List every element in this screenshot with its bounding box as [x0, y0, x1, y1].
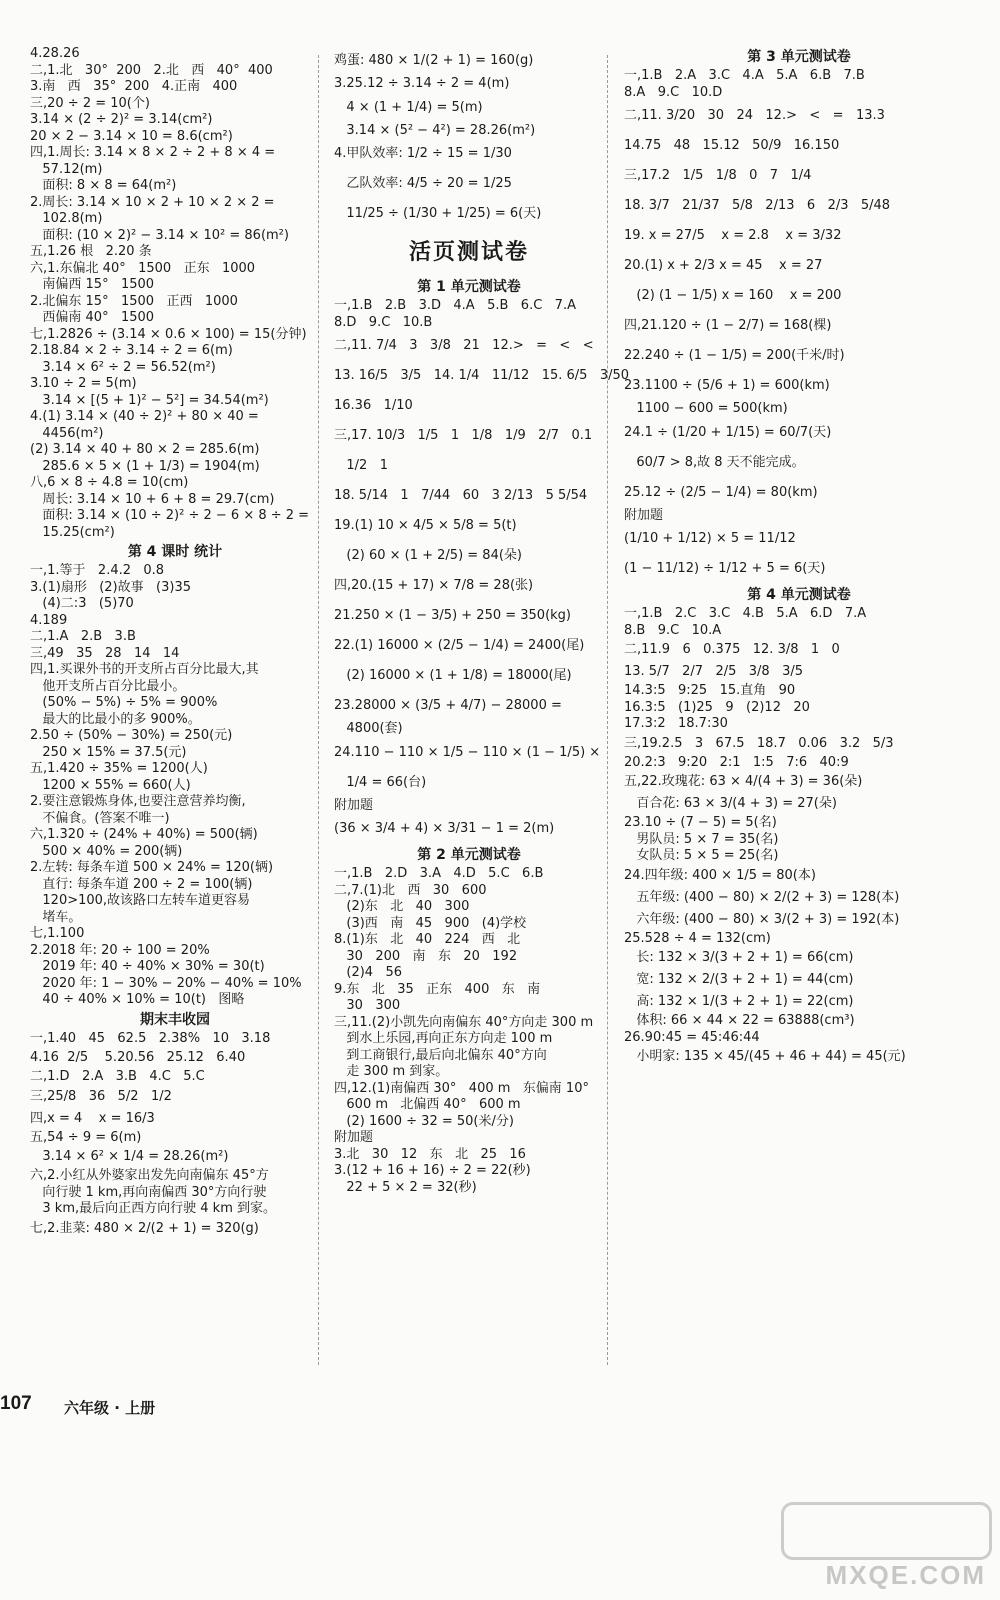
answer-line: 4.16 2/5 5.20.56 25.12 6.40: [30, 1050, 246, 1065]
answer-line: 乙队效率: 4/5 ÷ 20 = 1/25: [334, 176, 512, 191]
answer-line: 面积: 3.14 × (10 ÷ 2)² ÷ 2 − 6 × 8 ÷ 2 =: [30, 508, 310, 523]
answer-line: 堵车。: [30, 909, 82, 925]
answer-block: [30, 46, 320, 541]
answer-line: 2.左转: 每条车道 500 × 24% = 120(辆): [30, 860, 274, 875]
answer-line: 宽: 132 × 2/(3 + 2 + 1) = 44(cm): [624, 972, 854, 987]
answer-line: 8.D 9.C 10.B: [334, 314, 433, 330]
answer-line: 七,2.韭菜: 480 × 2/(2 + 1) = 320(g): [30, 1220, 259, 1236]
answer-line: 23.28000 × (3/5 + 4/7) − 28000 =: [334, 698, 562, 713]
answer-line: 4.(1) 3.14 × (40 ÷ 2)² + 80 × 40 =: [30, 409, 259, 424]
answer-line: 附加题: [334, 797, 374, 813]
answer-line: 4.甲队效率: 1/2 ÷ 15 = 1/30: [334, 146, 512, 161]
watermark-text: MXQE.COM: [825, 1560, 986, 1590]
section-heading: 第 1 单元测试卷: [417, 279, 521, 295]
answer-column-1: [30, 46, 320, 1240]
answer-line: 面积: (10 × 2)² − 3.14 × 10² = 86(m²): [30, 227, 289, 243]
answer-line: 3.(12 + 16 + 16) ÷ 2 = 22(秒): [334, 1163, 531, 1178]
watermark-logo-icon: [781, 1502, 992, 1560]
answer-line: (4)二:3 (5)70: [30, 596, 134, 611]
answer-line: 1/4 = 66(台): [334, 774, 427, 790]
answer-line: 五,1.420 ÷ 35% = 1200(人): [30, 761, 208, 776]
answer-line: 西偏南 40° 1500: [30, 310, 155, 325]
answer-line: 百合花: 63 × 3/(4 + 3) = 27(朵): [624, 796, 837, 811]
answer-line: 五,1.26 根 2.20 条: [30, 244, 152, 259]
answer-line: 七,1.2826 ÷ (3.14 × 0.6 × 100) = 15(分钟): [30, 326, 307, 342]
answer-line: 一,1.B 2.C 3.C 4.B 5.A 6.D 7.A: [624, 606, 867, 621]
answer-line: 18. 5/14 1 7/44 60 3 2/13 5 5/54: [334, 488, 588, 503]
answer-column-3: [624, 46, 974, 1068]
answer-block: [624, 606, 974, 1068]
answer-line: 三,19.2.5 3 67.5 18.7 0.06 3.2 5/3: [624, 735, 894, 751]
answer-line: (2) (1 − 1/5) x = 160 x = 200: [624, 288, 842, 303]
answer-line: 体积: 66 × 44 × 22 = 63888(cm³): [624, 1013, 855, 1028]
answer-line: 24.四年级: 400 × 1/5 = 80(本): [624, 867, 816, 883]
watermark: [772, 1502, 992, 1592]
answer-line: 18. 3/7 21/37 5/8 2/13 6 2/3 5/48: [624, 198, 891, 213]
answer-line: 五年级: (400 − 80) × 2/(2 + 3) = 128(本): [624, 889, 900, 905]
answer-line: 八,6 × 8 ÷ 4.8 = 10(cm): [30, 475, 189, 490]
answer-line: 附加题: [334, 1130, 374, 1145]
answer-line: 男队员: 5 × 7 = 35(名): [624, 831, 779, 847]
answer-line: 二,11. 7/4 3 3/8 21 12.> = < <: [334, 338, 594, 353]
answer-line: 14.3:5 9:25 15.直角 90: [624, 683, 796, 698]
answer-line: 一,1.B 2.B 3.D 4.A 5.B 6.C 7.A: [334, 298, 576, 313]
answer-line: 3.(1)扇形 (2)故事 (3)35: [30, 579, 191, 595]
answer-line: 3 km,最后向正西方向行驶 4 km 到家。: [30, 1201, 276, 1216]
answer-line: 285.6 × 5 × (1 + 1/3) = 1904(m): [30, 458, 260, 474]
answer-line: 13. 16/5 3/5 14. 1/4 11/12 15. 6/5 3/50: [334, 368, 630, 383]
answer-line: 1/2 1: [334, 458, 388, 473]
answer-line: 六年级: (400 − 80) × 3/(2 + 3) = 192(本): [624, 911, 900, 927]
answer-line: 六,1.320 ÷ (24% + 40%) = 500(辆): [30, 827, 258, 842]
answer-line: 22.240 ÷ (1 − 1/5) = 200(千米/时): [624, 348, 845, 363]
answer-line: (2)4 56: [334, 965, 403, 980]
page-number: 107: [0, 1393, 32, 1414]
answer-line: 250 × 15% = 37.5(元): [30, 744, 187, 760]
section-heading: 期末丰收园: [140, 1011, 210, 1028]
answer-line: 25.528 ÷ 4 = 132(cm): [624, 930, 771, 946]
answer-line: 三,17. 10/3 1/5 1 1/8 1/9 2/7 0.1: [334, 428, 593, 443]
answer-line: 最大的比最小的多 900%。: [30, 711, 201, 727]
answer-line: 附加题: [624, 507, 664, 523]
answer-line: 二,1.A 2.B 3.B: [30, 629, 136, 644]
answer-line: 60/7 > 8,故 8 天不能完成。: [624, 454, 805, 470]
answer-line: 二,7.(1)北 西 30 600: [334, 882, 487, 898]
answer-line: 小明家: 135 × 45/(45 + 46 + 44) = 45(元): [624, 1049, 906, 1064]
answer-line: 四,20.(15 + 17) × 7/8 = 28(张): [334, 578, 534, 593]
answer-line: 2019 年: 40 ÷ 40% × 30% = 30(t): [30, 959, 265, 974]
answer-line: 102.8(m): [30, 211, 103, 226]
answer-line: 500 × 40% = 200(辆): [30, 843, 183, 859]
answer-line: 16.3:5 (1)25 9 (2)12 20: [624, 699, 810, 715]
answer-line: 9.东 北 35 正东 400 东 南: [334, 981, 541, 997]
answer-line: 40 ÷ 40% × 10% = 10(t) 图略: [30, 992, 245, 1007]
answer-line: 一,1.40 45 62.5 2.38% 10 3.18: [30, 1030, 271, 1046]
answer-line: 三,49 35 28 14 14: [30, 645, 180, 661]
answer-line: 3.25.12 ÷ 3.14 ÷ 2 = 4(m): [334, 76, 510, 91]
answer-line: 直行: 每条车道 200 ÷ 2 = 100(辆): [30, 876, 253, 892]
answer-line: 8.A 9.C 10.D: [624, 84, 723, 100]
answer-line: 五,54 ÷ 9 = 6(m): [30, 1129, 142, 1145]
answer-line: 16.36 1/10: [334, 398, 413, 413]
answer-line: (1/10 + 1/12) × 5 = 11/12: [624, 531, 796, 546]
answer-line: 四,1.周长: 3.14 × 8 × 2 ÷ 2 + 8 × 4 =: [30, 145, 276, 160]
answer-line: (2) 16000 × (1 + 1/8) = 18000(尾): [334, 668, 572, 683]
answer-line: 4.28.26: [30, 46, 80, 61]
answer-line: 走 300 m 到家。: [334, 1064, 449, 1079]
answer-line: (2) 60 × (1 + 2/5) = 84(朵): [334, 548, 522, 563]
answer-line: 57.12(m): [30, 161, 103, 177]
answer-line: (2) 1600 ÷ 32 = 50(米/分): [334, 1113, 514, 1129]
answer-block: [334, 46, 604, 229]
answer-line: 2.周长: 3.14 × 10 × 2 + 10 × 2 × 2 =: [30, 194, 275, 210]
answer-column-2: [334, 46, 630, 1196]
answer-line: 23.1100 ÷ (5/6 + 1) = 600(km): [624, 378, 830, 393]
answer-line: (36 × 3/4 + 4) × 3/31 − 1 = 2(m): [334, 821, 555, 836]
answer-line: 4800(套): [334, 721, 403, 736]
answer-line: 三,20 ÷ 2 = 10(个): [30, 95, 150, 111]
answer-line: 23.10 ÷ (7 − 5) = 5(名): [624, 815, 777, 830]
answer-block: [30, 1031, 320, 1240]
answer-line: 3.14 × 6² ÷ 2 = 56.52(m²): [30, 359, 216, 375]
answer-line: 26.90:45 = 45:46:44: [624, 1029, 760, 1045]
answer-line: 六,2.小红从外婆家出发先向南偏东 45°方: [30, 1168, 269, 1183]
section-heading: 第 3 单元测试卷: [747, 49, 851, 65]
answer-line: 11/25 ÷ (1/30 + 1/25) = 6(天): [334, 206, 542, 221]
answer-line: 3.北 30 12 东 北 25 16: [334, 1146, 526, 1162]
answer-line: 24.110 − 110 × 1/5 − 110 × (1 − 1/5) ×: [334, 744, 601, 760]
answer-line: 3.14 × 6² × 1/4 = 28.26(m²): [30, 1149, 229, 1164]
answer-line: 1200 × 55% = 660(人): [30, 777, 191, 793]
answer-line: 3.南 西 35° 200 4.正南 400: [30, 79, 238, 94]
answer-line: 8.(1)东 北 40 224 西 北: [334, 932, 521, 947]
answer-line: 3.14 × (5² − 4²) = 28.26(m²): [334, 122, 536, 138]
answer-block: [334, 866, 604, 1196]
answer-line: (50% − 5%) ÷ 5% = 900%: [30, 695, 218, 710]
answer-line: 长: 132 × 3/(3 + 2 + 1) = 66(cm): [624, 950, 854, 965]
answer-block: [334, 298, 630, 844]
answer-line: 8.B 9.C 10.A: [624, 622, 722, 638]
answer-block: [624, 68, 974, 584]
grade-label: 六年级 · 上册: [64, 1399, 156, 1417]
answer-line: 2.要注意锻炼身体,也要注意营养均衡,: [30, 794, 246, 809]
answer-line: 2.2018 年: 20 ÷ 100 = 20%: [30, 942, 210, 958]
answer-line: 4.189: [30, 612, 68, 628]
answer-line: 17.3:2 18.7:30: [624, 716, 728, 731]
answer-line: 三,17.2 1/5 1/8 0 7 1/4: [624, 168, 812, 183]
answer-line: 3.14 × [(5 + 1)² − 5²] = 34.54(m²): [30, 392, 269, 408]
answer-line: 四,1.买课外书的开支所占百分比最大,其: [30, 662, 259, 677]
section-heading: 第 2 单元测试卷: [417, 847, 521, 863]
answer-line: 三,11.(2)小凯先向南偏东 40°方向走 300 m: [334, 1014, 594, 1030]
answer-line: 二,11.9 6 0.375 12. 3/8 1 0: [624, 642, 840, 657]
answer-line: 五,22.玫瑰花: 63 × 4/(4 + 3) = 36(朵): [624, 774, 863, 789]
answer-line: (3)西 南 45 900 (4)学校: [334, 915, 527, 931]
answer-line: 鸡蛋: 480 × 1/(2 + 1) = 160(g): [334, 53, 534, 68]
answer-line: 20 × 2 − 3.14 × 10 = 8.6(cm²): [30, 128, 233, 144]
answer-line: 女队员: 5 × 5 = 25(名): [624, 848, 779, 863]
answer-line: 三,25/8 36 5/2 1/2: [30, 1088, 172, 1104]
answer-line: (2) 3.14 × 40 + 80 × 2 = 285.6(m): [30, 442, 260, 457]
answer-line: (1 − 11/12) ÷ 1/12 + 5 = 6(天): [624, 561, 826, 576]
answer-line: 22.(1) 16000 × (2/5 − 1/4) = 2400(尾): [334, 638, 585, 653]
answer-line: 他开支所占百分比最小。: [30, 678, 186, 694]
answer-line: 13. 5/7 2/7 2/5 3/8 3/5: [624, 664, 804, 679]
answer-line: 四,12.(1)南偏西 30° 400 m 东偏南 10°: [334, 1080, 589, 1096]
answer-line: 面积: 8 × 8 = 64(m²): [30, 178, 177, 193]
section-heading: 第 4 课时 统计: [127, 544, 223, 560]
answer-line: 15.25(cm²): [30, 524, 115, 540]
answer-line: 21.250 × (1 − 3/5) + 250 = 350(kg): [334, 608, 572, 623]
answer-line: 四,x = 4 x = 16/3: [30, 1110, 155, 1126]
answer-line: 24.1 ÷ (1/20 + 1/15) = 60/7(天): [624, 424, 832, 440]
answer-line: 4456(m²): [30, 425, 104, 441]
answer-line: 南偏西 15° 1500: [30, 277, 155, 292]
answer-line: 2020 年: 1 − 30% − 20% − 40% = 10%: [30, 975, 302, 991]
answer-line: 25.12 ÷ (2/5 − 1/4) = 80(km): [624, 484, 818, 500]
answer-line: 30 300: [334, 998, 401, 1013]
column-divider: [607, 55, 608, 1365]
answer-line: 19. x = 27/5 x = 2.8 x = 3/32: [624, 228, 842, 243]
answer-line: 高: 132 × 1/(3 + 2 + 1) = 22(cm): [624, 994, 854, 1009]
answer-line: 一,1.B 2.D 3.A 4.D 5.C 6.B: [334, 866, 544, 881]
answer-line: 一,1.等于 2.4.2 0.8: [30, 563, 165, 578]
answer-line: 向行驶 1 km,再向南偏西 30°方向行驶: [30, 1184, 267, 1200]
answer-line: 20.2:3 9:20 2:1 1:5 7:6 40:9: [624, 754, 849, 770]
section-heading: 第 4 单元测试卷: [747, 587, 851, 603]
answer-line: 3.10 ÷ 2 = 5(m): [30, 376, 137, 391]
answer-line: 2.18.84 × 2 ÷ 3.14 ÷ 2 = 6(m): [30, 343, 233, 358]
answer-line: 二,11. 3/20 30 24 12.> < = 13.3: [624, 108, 885, 123]
answer-line: 一,1.B 2.A 3.C 4.A 5.A 6.B 7.B: [624, 68, 865, 83]
answer-line: 二,1.北 30° 200 2.北 西 40° 400: [30, 62, 273, 78]
answer-line: 19.(1) 10 × 4/5 × 5/8 = 5(t): [334, 518, 517, 533]
answer-line: (2)东 北 40 300: [334, 899, 470, 914]
answer-line: 四,21.120 ÷ (1 − 2/7) = 168(棵): [624, 318, 832, 333]
answer-line: 周长: 3.14 × 10 + 6 + 8 = 29.7(cm): [30, 491, 275, 507]
answer-line: 22 + 5 × 2 = 32(秒): [334, 1179, 477, 1195]
answer-line: 二,1.D 2.A 3.B 4.C 5.C: [30, 1069, 205, 1084]
answer-block: [30, 563, 320, 1009]
answer-line: 14.75 48 15.12 50/9 16.150: [624, 138, 840, 153]
answer-line: 2.50 ÷ (50% − 30%) = 250(元): [30, 728, 233, 743]
answer-line: 20.(1) x + 2/3 x = 45 x = 27: [624, 258, 823, 273]
answer-line: 六,1.东偏北 40° 1500 正东 1000: [30, 260, 256, 276]
answer-line: 到水上乐园,再向正东方向走 100 m: [334, 1031, 553, 1046]
answer-line: 1100 − 600 = 500(km): [624, 401, 788, 416]
answer-line: 到工商银行,最后向北偏东 40°方向: [334, 1047, 547, 1063]
answer-line: 30 200 南 东 20 192: [334, 948, 518, 964]
answer-line: 4 × (1 + 1/4) = 5(m): [334, 99, 483, 115]
answer-line: 七,1.100: [30, 926, 85, 941]
answer-line: 120>100,故该路口左转车道更容易: [30, 893, 251, 908]
answer-line: 600 m 北偏西 40° 600 m: [334, 1097, 521, 1112]
big-section-title: 活页测试卷: [408, 240, 529, 265]
answer-line: 3.14 × (2 ÷ 2)² = 3.14(cm²): [30, 112, 213, 127]
answer-line: 不偏食。(答案不唯一): [30, 810, 170, 826]
answer-line: 2.北偏东 15° 1500 正西 1000: [30, 293, 238, 309]
